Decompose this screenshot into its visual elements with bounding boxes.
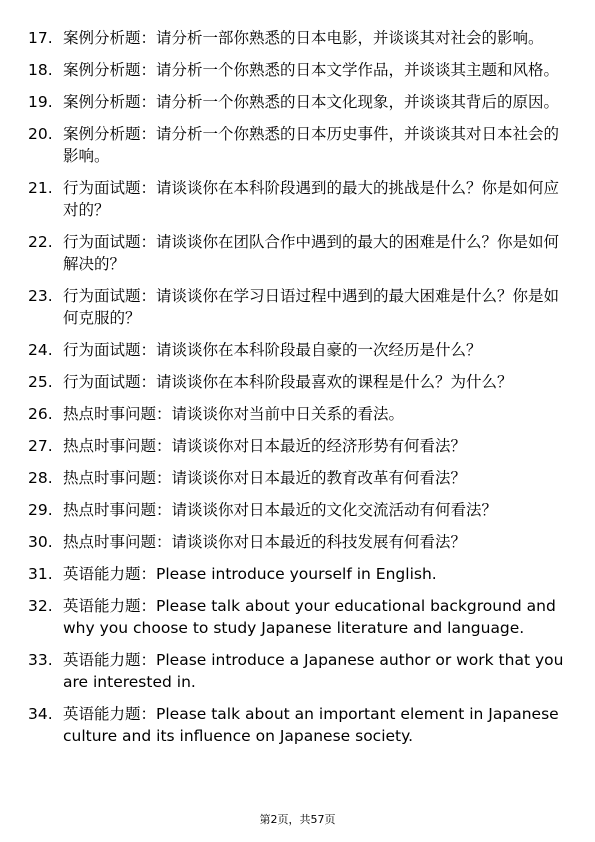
page-number-label: 第2页，共57页 xyxy=(259,813,336,826)
question-text: 行为面试题：请谈谈你在团队合作中遇到的最大的困难是什么？你是如何解决的？ xyxy=(63,233,560,273)
question-text: 行为面试题：请谈谈你在本科阶段遇到的最大的挑战是什么？你是如何应对的？ xyxy=(63,179,560,219)
question-item xyxy=(28,91,568,113)
question-text: 行为面试题：请谈谈你在本科阶段最自豪的一次经历是什么？ xyxy=(63,341,482,359)
question-number: 23. xyxy=(28,287,53,305)
question-text: 行为面试题：请谈谈你在学习日语过程中遇到的最大困难是什么？你是如何克服的？ xyxy=(63,287,560,327)
question-number: 27. xyxy=(28,437,53,455)
question-text: 热点时事问题：请谈谈你对当前中日关系的看法。 xyxy=(63,405,405,423)
question-number: 22. xyxy=(28,233,53,251)
question-item xyxy=(28,531,568,553)
question-item xyxy=(28,123,568,167)
question-text: 热点时事问题：请谈谈你对日本最近的教育改革有何看法？ xyxy=(63,469,467,487)
question-item xyxy=(28,177,568,221)
question-item xyxy=(28,403,568,425)
question-item xyxy=(28,231,568,275)
question-text: 英语能力题：Please introduce yourself in English. xyxy=(63,565,437,583)
question-item xyxy=(28,339,568,361)
question-text: 英语能力题：Please introduce a Japanese author or work that you are interested in. xyxy=(63,651,564,691)
question-number: 26. xyxy=(28,405,53,423)
question-number: 24. xyxy=(28,341,53,359)
question-number: 25. xyxy=(28,373,53,391)
question-number: 29. xyxy=(28,501,53,519)
question-item xyxy=(28,499,568,521)
question-number: 28. xyxy=(28,469,53,487)
question-item xyxy=(28,59,568,81)
question-text: 案例分析题：请分析一个你熟悉的日本历史事件，并谈谈其对日本社会的影响。 xyxy=(63,125,560,165)
question-item xyxy=(28,371,568,393)
question-number: 32. xyxy=(28,597,53,615)
question-text: 英语能力题：Please talk about your educational background and why you choose to study Japanese literature and language. xyxy=(63,597,556,637)
question-item xyxy=(28,467,568,489)
question-text: 案例分析题：请分析一部你熟悉的日本电影，并谈谈其对社会的影响。 xyxy=(63,29,544,47)
question-text: 英语能力题：Please talk about an important element in Japanese culture and its influence on Japanese society. xyxy=(63,705,559,745)
question-item xyxy=(28,595,568,639)
question-number: 17. xyxy=(28,29,53,47)
question-number: 20. xyxy=(28,125,53,143)
question-number: 19. xyxy=(28,93,53,111)
question-text: 热点时事问题：请谈谈你对日本最近的经济形势有何看法？ xyxy=(63,437,467,455)
question-item xyxy=(28,435,568,457)
question-number: 31. xyxy=(28,565,53,583)
question-number: 34. xyxy=(28,705,53,723)
question-number: 30. xyxy=(28,533,53,551)
question-text: 热点时事问题：请谈谈你对日本最近的文化交流活动有何看法？ xyxy=(63,501,498,519)
question-number: 18. xyxy=(28,61,53,79)
question-item xyxy=(28,563,568,585)
question-item xyxy=(28,649,568,693)
question-item xyxy=(28,27,568,49)
question-text: 行为面试题：请谈谈你在本科阶段最喜欢的课程是什么？为什么？ xyxy=(63,373,513,391)
question-list xyxy=(28,27,568,757)
page-footer xyxy=(0,813,595,827)
question-item xyxy=(28,703,568,747)
question-text: 热点时事问题：请谈谈你对日本最近的科技发展有何看法？ xyxy=(63,533,467,551)
question-number: 33. xyxy=(28,651,53,669)
question-number: 21. xyxy=(28,179,53,197)
question-text: 案例分析题：请分析一个你熟悉的日本文化现象，并谈谈其背后的原因。 xyxy=(63,93,560,111)
question-item xyxy=(28,285,568,329)
question-text: 案例分析题：请分析一个你熟悉的日本文学作品，并谈谈其主题和风格。 xyxy=(63,61,560,79)
